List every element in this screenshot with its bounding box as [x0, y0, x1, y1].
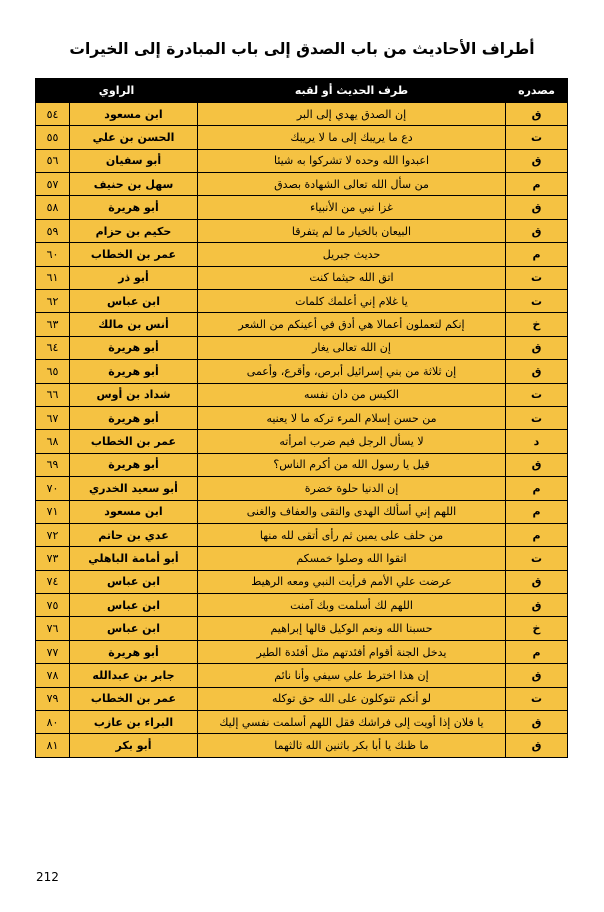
table-row [36, 687, 568, 710]
cell-row-number: ٧٤ [36, 570, 70, 593]
cell-hadith-text: اتق الله حيثما كنت [198, 266, 506, 289]
cell-narrator: جابر بن عبدالله [70, 664, 198, 687]
cell-hadith-text: من سأل الله تعالى الشهادة بصدق [198, 173, 506, 196]
table-row [36, 406, 568, 429]
table-row [36, 547, 568, 570]
cell-row-number: ٦٥ [36, 360, 70, 383]
cell-row-number: ٥٨ [36, 196, 70, 219]
table-header [36, 79, 568, 102]
cell-source: ق [506, 734, 568, 757]
cell-narrator: أبو هريرة [70, 360, 198, 383]
table-row [36, 313, 568, 336]
cell-row-number: ٧٢ [36, 523, 70, 546]
table-row [36, 336, 568, 359]
cell-narrator: سهل بن حنيف [70, 173, 198, 196]
table-row [36, 430, 568, 453]
cell-source: ق [506, 149, 568, 172]
table-row [36, 594, 568, 617]
table-row [36, 102, 568, 125]
table-row [36, 289, 568, 312]
cell-hadith-text: دع ما يريبك إلى ما لا يريبك [198, 126, 506, 149]
cell-row-number: ٦٩ [36, 453, 70, 476]
cell-hadith-text: من حلف على يمين ثم رأى أتقى لله منها [198, 523, 506, 546]
page-title: أطراف الأحاديث من باب الصدق إلى باب المبادرة إلى الخيرات [69, 40, 535, 58]
cell-row-number: ٧١ [36, 500, 70, 523]
cell-hadith-text: يا غلام إني أعلمك كلمات [198, 289, 506, 312]
cell-narrator: أبو هريرة [70, 640, 198, 663]
cell-narrator: أبو سعيد الخدري [70, 477, 198, 500]
cell-hadith-text: اللهم إني أسألك الهدى والتقى والعفاف والغنى [198, 500, 506, 523]
table-row [36, 360, 568, 383]
cell-source: ق [506, 664, 568, 687]
cell-hadith-text: ما ظنك يا أبا بكر باثنين الله ثالثهما [198, 734, 506, 757]
cell-narrator: حكيم بن حزام [70, 219, 198, 242]
table-row [36, 149, 568, 172]
cell-source: خ [506, 313, 568, 336]
table-row [36, 477, 568, 500]
cell-narrator: أبو أمامة الباهلي [70, 547, 198, 570]
table-row [36, 243, 568, 266]
cell-hadith-text: لا يسأل الرجل فيم ضرب امرأته [198, 430, 506, 453]
cell-hadith-text: لو أنكم تتوكلون على الله حق توكله [198, 687, 506, 710]
cell-narrator: أبو هريرة [70, 406, 198, 429]
cell-source: ق [506, 196, 568, 219]
cell-source: ق [506, 711, 568, 734]
table-row [36, 617, 568, 640]
cell-narrator: الحسن بن علي [70, 126, 198, 149]
cell-hadith-text: إنكم لتعملون أعمالا هي أدق في أعينكم من الشعر [198, 313, 506, 336]
table-row [36, 500, 568, 523]
hadith-table [35, 78, 568, 757]
cell-row-number: ٧٦ [36, 617, 70, 640]
cell-hadith-text: من حسن إسلام المرء تركه ما لا يعنيه [198, 406, 506, 429]
cell-source: ق [506, 336, 568, 359]
cell-hadith-text: قيل يا رسول الله من أكرم الناس؟ [198, 453, 506, 476]
table-row [36, 196, 568, 219]
cell-row-number: ٨١ [36, 734, 70, 757]
cell-source: د [506, 430, 568, 453]
cell-narrator: ابن مسعود [70, 500, 198, 523]
cell-hadith-text: إن هذا اخترط علي سيفي وأنا نائم [198, 664, 506, 687]
cell-row-number: ٥٦ [36, 149, 70, 172]
cell-row-number: ٦٤ [36, 336, 70, 359]
cell-row-number: ٧٨ [36, 664, 70, 687]
cell-narrator: البراء بن عازب [70, 711, 198, 734]
cell-narrator: أبو ذر [70, 266, 198, 289]
cell-narrator: ابن عباس [70, 594, 198, 617]
column-header-text: طرف الحديث أو لقبه [198, 79, 506, 102]
cell-source: ت [506, 547, 568, 570]
cell-row-number: ٧٠ [36, 477, 70, 500]
cell-hadith-text: غزا نبي من الأنبياء [198, 196, 506, 219]
cell-row-number: ٦٢ [36, 289, 70, 312]
cell-source: ق [506, 570, 568, 593]
table-row [36, 711, 568, 734]
cell-narrator: أبو بكر [70, 734, 198, 757]
cell-hadith-text: عرضت علي الأمم فرأيت النبي ومعه الرهيط [198, 570, 506, 593]
cell-narrator: ابن عباس [70, 570, 198, 593]
cell-source: ت [506, 289, 568, 312]
cell-narrator: أبو هريرة [70, 453, 198, 476]
cell-source: ت [506, 406, 568, 429]
cell-row-number: ٦٦ [36, 383, 70, 406]
cell-hadith-text: إن الصدق يهدي إلى البر [198, 102, 506, 125]
cell-narrator: عمر بن الخطاب [70, 430, 198, 453]
cell-narrator: عدي بن حاتم [70, 523, 198, 546]
cell-row-number: ٧٩ [36, 687, 70, 710]
cell-row-number: ٦١ [36, 266, 70, 289]
cell-row-number: ٧٥ [36, 594, 70, 617]
cell-source: ت [506, 687, 568, 710]
page-number: 212 [36, 870, 59, 884]
table-row [36, 266, 568, 289]
cell-hadith-text: اللهم لك أسلمت وبك آمنت [198, 594, 506, 617]
cell-source: ق [506, 453, 568, 476]
cell-row-number: ٦٨ [36, 430, 70, 453]
cell-row-number: ٦٣ [36, 313, 70, 336]
cell-hadith-text: إن ثلاثة من بني إسرائيل أبرص، وأقرع، وأعمى [198, 360, 506, 383]
cell-source: م [506, 523, 568, 546]
cell-narrator: ابن عباس [70, 289, 198, 312]
cell-source: ق [506, 594, 568, 617]
cell-row-number: ٦٧ [36, 406, 70, 429]
cell-source: م [506, 173, 568, 196]
table-row [36, 219, 568, 242]
cell-row-number: ٨٠ [36, 711, 70, 734]
cell-source: م [506, 500, 568, 523]
table-row [36, 126, 568, 149]
cell-narrator: أنس بن مالك [70, 313, 198, 336]
cell-source: ق [506, 219, 568, 242]
cell-narrator: عمر بن الخطاب [70, 687, 198, 710]
cell-source: ق [506, 102, 568, 125]
cell-row-number: ٥٤ [36, 102, 70, 125]
cell-hadith-text: الكيس من دان نفسه [198, 383, 506, 406]
cell-source: ت [506, 383, 568, 406]
cell-hadith-text: يدخل الجنة أقوام أفئدتهم مثل أفئدة الطير [198, 640, 506, 663]
cell-hadith-text: إن الدنيا حلوة خضرة [198, 477, 506, 500]
table-row [36, 173, 568, 196]
table-row [36, 734, 568, 757]
cell-narrator: عمر بن الخطاب [70, 243, 198, 266]
cell-hadith-text: اعبدوا الله وحده لا تشركوا به شيئا [198, 149, 506, 172]
table-row [36, 523, 568, 546]
cell-narrator: شداد بن أوس [70, 383, 198, 406]
table-body [36, 102, 568, 757]
cell-source: م [506, 640, 568, 663]
cell-hadith-text: البيعان بالخيار ما لم يتفرقا [198, 219, 506, 242]
cell-narrator: أبو هريرة [70, 196, 198, 219]
cell-row-number: ٧٣ [36, 547, 70, 570]
cell-row-number: ٥٧ [36, 173, 70, 196]
cell-narrator: أبو هريرة [70, 336, 198, 359]
column-header-narrator: الراوي [36, 79, 198, 102]
cell-row-number: ٥٥ [36, 126, 70, 149]
table-row [36, 453, 568, 476]
cell-source: ق [506, 360, 568, 383]
cell-narrator: ابن مسعود [70, 102, 198, 125]
cell-narrator: ابن عباس [70, 617, 198, 640]
cell-hadith-text: حسبنا الله ونعم الوكيل قالها إبراهيم [198, 617, 506, 640]
cell-hadith-text: إن الله تعالى يغار [198, 336, 506, 359]
column-header-source: مصدره [506, 79, 568, 102]
cell-row-number: ٥٩ [36, 219, 70, 242]
cell-hadith-text: اتقوا الله وصلوا خمسكم [198, 547, 506, 570]
cell-row-number: ٧٧ [36, 640, 70, 663]
cell-hadith-text: يا فلان إذا أويت إلى فراشك فقل اللهم أسلمت نفسي إليك [198, 711, 506, 734]
table-row [36, 664, 568, 687]
table-row [36, 570, 568, 593]
table-row [36, 383, 568, 406]
cell-source: خ [506, 617, 568, 640]
cell-source: م [506, 477, 568, 500]
cell-row-number: ٦٠ [36, 243, 70, 266]
cell-source: م [506, 243, 568, 266]
cell-hadith-text: حديث جبريل [198, 243, 506, 266]
table-row [36, 640, 568, 663]
cell-narrator: أبو سفيان [70, 149, 198, 172]
cell-source: ت [506, 266, 568, 289]
table-header-row [36, 79, 568, 102]
cell-source: ت [506, 126, 568, 149]
